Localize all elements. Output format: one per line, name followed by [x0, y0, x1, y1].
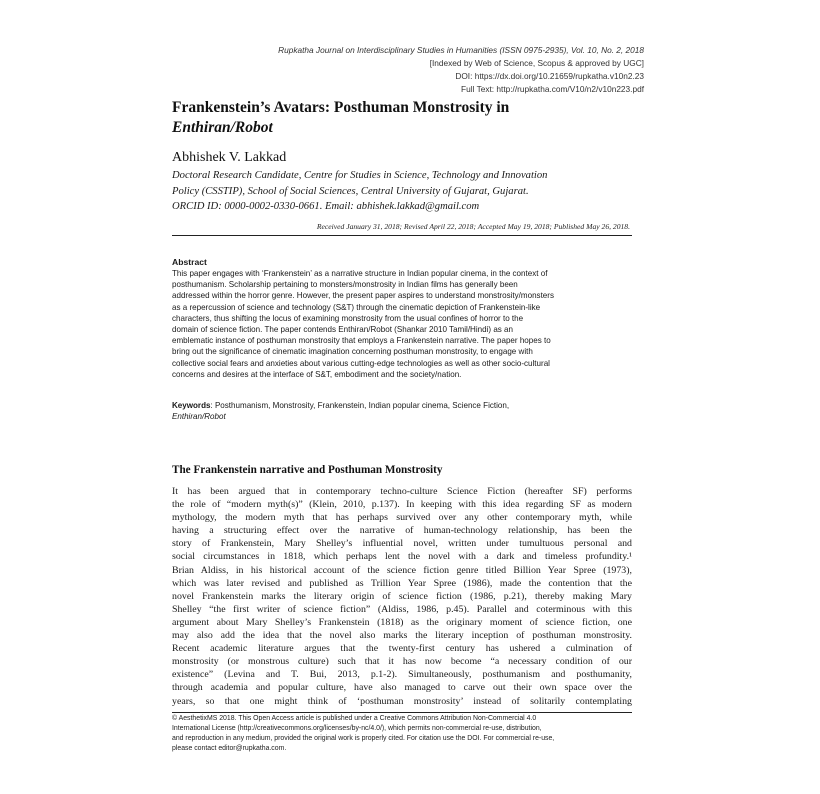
affiliation-line: Doctoral Research Candidate, Centre for Studies in Science, Technology and Innovation — [172, 170, 548, 181]
keywords-list-cont: Enthiran/Robot — [172, 412, 226, 422]
abs-line: characters, thus shifting the locus of examining monstrosity from the usual confines of horror to the — [172, 313, 524, 323]
journal-header — [224, 44, 644, 96]
body-line: social circumstances in 1818, which perhaps lent the novel with a dark and timeless profundity.¹ — [172, 551, 632, 563]
body-line: monstrosity (or monstrous culture) such that it has now become “a necessary condition of our — [172, 656, 632, 668]
abstract-heading: Abstract — [172, 257, 207, 267]
author-name: Abhishek V. Lakkad — [172, 150, 287, 165]
body-line: argument about Mary Shelley’s Frankenstein (1818) as the originary moment of science fiction, one — [172, 616, 632, 628]
footer-divider — [172, 712, 632, 713]
keywords-list: : Posthumanism, Monstrosity, Frankenstein, Indian popular cinema, Science Fiction, — [210, 401, 510, 410]
doi-link[interactable]: DOI: https://dx.doi.org/10.21659/rupkatha.v10n2.23 — [455, 71, 644, 81]
journal-name: Rupkatha Journal on Interdisciplinary Studies in Humanities (ISSN 0975-2935), Vol. 10, No. 2, 2018 — [278, 45, 644, 55]
body-line: Brian Aldiss, in his historical account of the science fiction genre titled Billion Year Spree (1973), — [172, 564, 632, 576]
abs-line: bring out the significance of cinematic imagination concerning posthuman monstrosity, to engage with — [172, 347, 533, 357]
body-line: years, so that one might think of ‘posthuman monstrosity’ instead of solitarily contemplating — [172, 695, 632, 707]
abs-line: posthumanism. Scholarship pertaining to monsters/monstrosity in Indian films has generally been — [172, 280, 518, 290]
body-line: Recent academic literature argues that the twenty-first century has ushered a culmination of — [172, 643, 632, 655]
footer-line: and reproduction in any medium, provided the original work is properly cited. For citation use the DOI. For commercial re-use, — [172, 735, 555, 742]
footer-line: © AesthetixMS 2018. This Open Access article is published under a Creative Commons Attribution Non-Commercial 4.0 — [172, 715, 537, 722]
header-divider — [172, 235, 632, 236]
body-line: may also add the idea that the novel also marks the literary inception of posthuman monstrosity. — [172, 630, 632, 642]
paper-title — [172, 98, 642, 138]
title-line-2: Enthiran/Robot — [172, 119, 273, 136]
abs-line: domain of science fiction. The paper contends Enthiran/Robot (Shankar 2010 Tamil/Hindi) as an — [172, 325, 513, 335]
body-line: mythology, the modern myth that has perhaps survived over any other contemporary myth, while — [172, 512, 632, 524]
keywords — [172, 400, 640, 422]
author-affiliation — [172, 168, 642, 215]
publication-dates: Received January 31, 2018; Revised April 22, 2018; Accepted May 19, 2018; Published May 26, 2018. — [316, 222, 630, 231]
body-line: which was later revised and published as Trillion Year Spree (1986), made the contention that the — [172, 577, 632, 589]
body-line: Shelley “the first writer of science fiction” (Aldiss, 1986, p.45). Parallel and coterminous with this — [172, 603, 632, 615]
affiliation-line: Policy (CSSTIP), School of Social Sciences, Central University of Gujarat, Gujarat. — [172, 185, 529, 197]
section-body — [172, 485, 632, 708]
body-line: novel Frankenstein marks the literary origin of science fiction (1986, p.21), thereby making Mary — [172, 590, 632, 602]
body-line: having a structuring effect over the narrative of human-technology relationship, has been the — [172, 525, 632, 537]
body-line: existence” (Levina and T. Bui, 2013, p.1-2). Simultaneously, posthumanism and posthumanity, — [172, 669, 632, 681]
keywords-label: Keywords — [172, 401, 211, 410]
body-line: through academia and popular culture, have also managed to carve out their own space over the — [172, 682, 632, 694]
body-line: story of Frankenstein, Mary Shelley’s influential novel, written under tumultuous personal and — [172, 538, 632, 550]
orcid-email-line: ORCID ID: 0000-0002-0330-0661. Email: abhishek.lakkad@gmail.com — [172, 201, 480, 212]
body-line: the role of “modern myth(s)” (Klein, 2010, p.137). In keeping with this idea regarding SF as modern — [172, 499, 632, 511]
abs-line: collective social fears and anxieties about various cutting-edge technologies as well as other socio-cultural — [172, 358, 550, 368]
title-line-1: Frankenstein’s Avatars: Posthuman Monstrosity in — [172, 99, 510, 116]
abs-line: as a repercussion of science and technology (S&T) through the cinematic depiction of Frankenstein-like — [172, 302, 541, 312]
footer-line: please contact editor@rupkatha.com. — [172, 745, 287, 752]
section-heading: The Frankenstein narrative and Posthuman Monstrosity — [172, 464, 443, 476]
license-footer — [172, 714, 634, 754]
body-line: It has been argued that in contemporary techno-culture Science Fiction (hereafter SF) performs — [172, 486, 632, 497]
indexing-note: [Indexed by Web of Science, Scopus & approved by UGC] — [429, 58, 644, 68]
abs-line: This paper engages with ‘Frankenstein’ as a narrative structure in Indian popular cinema, in the context of — [172, 269, 548, 278]
abs-line: concerns and desires at the interface of S&T, embodiment and the society/nation. — [172, 369, 462, 379]
fulltext-link[interactable]: Full Text: http://rupkatha.com/V10/n2/v10n223.pdf — [461, 84, 644, 94]
abstract-text — [172, 268, 640, 380]
abs-line: addressed within the horror genre. However, the present paper aspires to understand monstrosity/monsters — [172, 291, 554, 301]
abs-line: emblematic instance of posthuman monstrosity that employs a Frankenstein narrative. The paper hopes to — [172, 336, 551, 346]
footer-line: International License (http://creativecommons.org/licenses/by-nc/4.0/), which permits non-commercial re-use, distribution, — [172, 725, 542, 732]
